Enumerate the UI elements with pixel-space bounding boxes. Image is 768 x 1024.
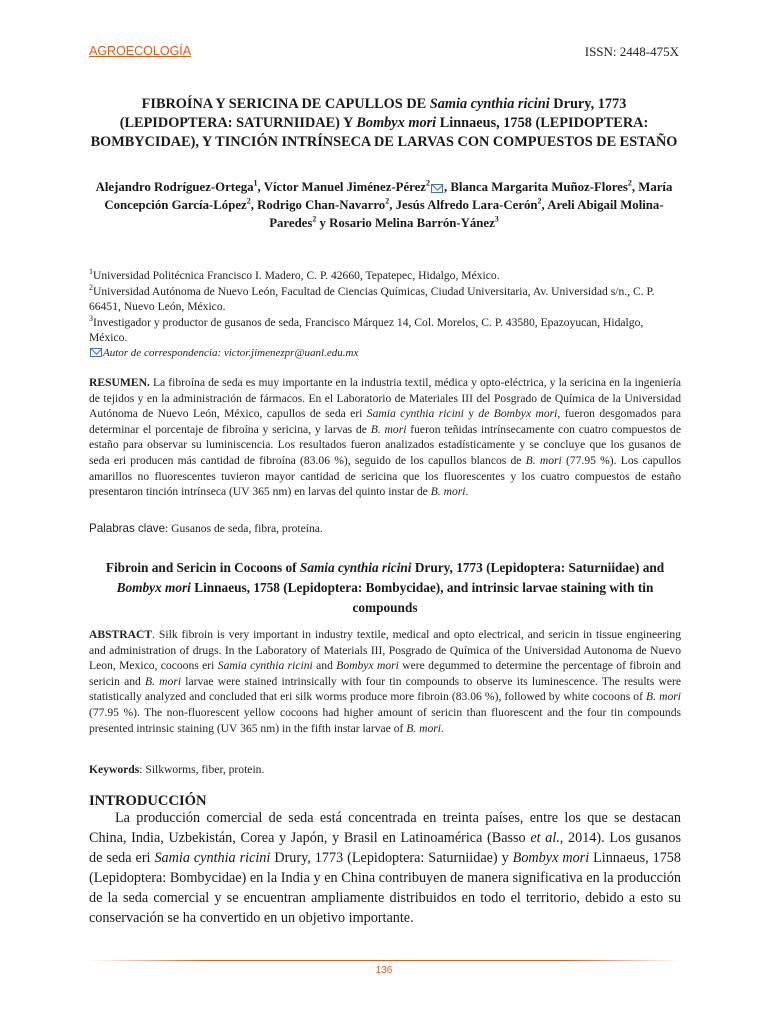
author-list: Alejandro Rodríguez-Ortega$^1$, Víctor Manuel Jiménez-Pérez$^2$ , Blanca Margarita Muñoz-Flores$^2$, María Concepción García-López$^2$, Rodrigo Chan-Navarro$^2$, Jesús Alfredo Lara-Cerón$^2$, Areli Abigail Molina-Paredes$^2$ y Rosario Melina Barrón-Yánez$^3$ bbox=[95, 178, 673, 230]
mail-icon bbox=[90, 348, 102, 357]
paper-title: FIBROÍNA Y SERICINA DE CAPULLOS DE Samia cynthia ricini Drury, 1773 (LEPIDOPTERA: SATURNIIDAE) Y Bombyx mori Linnaeus, 1758 (LEPIDOPTERA: BOMBYCIDAE), Y TINCIÓN INTRÍNSECA DE LARVAS CON COMPUESTOS DE ESTAÑO bbox=[90, 96, 678, 150]
affiliations bbox=[89, 268, 681, 361]
page-number: 136 bbox=[375, 965, 393, 976]
resumen: RESUMEN. La fibroína de seda es muy importante en la industria textil, médica y opto-eléctrica, y la sericina en la ingeniería de tejidos y en la administración de fármacos. En el Laboratorio de Materiales III del Posgrado de Química de la Universidad Autónoma de Nuevo León, México, capullos de seda eri Samia cynthia ricini y de Bombyx mori, fueron desgomados para determinar el porcentaje de fibroína y sericina, y larvas de B. mori fueron teñidas intrínsecamente con cuatro compuestos de estaño para observar su luminiscencia. Los resultados fueron analizados estadísticamente y se concluye que los gusanos de seda eri producen más cantidad de fibroína (83.06 %), seguido de los capullos blancos de B. mori (77.95 %). Los capullos amarillos no fluorescentes tuvieron mayor cantidad de sericina que los fluorescentes y los cuatro compuestos de estaño presentaron tinción intrínseca (UV 365 nm) en larvas del quinto instar de B. mori. bbox=[89, 376, 682, 499]
english-title: Fibroin and Sericin in Cocoons of Samia cynthia ricini Drury, 1773 (Lepidoptera: Saturniidae) and Bombyx mori Linnaeus, 1758 (Lepidoptera: Bombycidae), and intrinsic larvae staining with tin compounds bbox=[105, 560, 665, 615]
abstract: ABSTRACT. Silk fibroin is very important in industry textile, medical and opto electrical, and sericin in tissue engineering and administration of drugs. In the Laboratory of Materials III, Posgrado de Química of the Universidad Autonoma de Nuevo Leon, Mexico, cocoons eri Samia cynthia ricini and Bombyx mori were degummed to determine the percentage of fibroin and sericin and B. mori larvae were stained intrinsically with four tin compounds to observe its luminescence. The results were statistically analyzed and concluded that eri silk worms produce more fibroin (83.06 %), followed by white cocoons of B. mori (77.95 %). The non-fluorescent yellow cocoons had higher amount of sericin than fluorescent and the four tin compounds presented intrinsic staining (UV 365 nm) in the fifth instar larvae of B. mori. bbox=[89, 628, 681, 735]
keywords: Keywords: Silkworms, fiber, protein. bbox=[89, 763, 265, 776]
footer-divider bbox=[89, 960, 681, 961]
mail-icon[interactable] bbox=[431, 184, 443, 193]
journal-name: AGROECOLOGÍA bbox=[89, 44, 192, 58]
palabras-clave: Palabras clave: Gusanos de seda, fibra, proteína. bbox=[89, 522, 323, 535]
intro-paragraph: La producción comercial de seda está concentrada en treinta países, entre los que se destacan China, India, Uzbekistán, Corea y Japón, y Brasil en Latinoamérica (Basso et al., 2014). Los gusanos de seda eri Samia cynthia ricini Drury, 1773 (Lepidoptera: Saturniidae) y Bombyx mori Linnaeus, 1758 (Lepidoptera: Bombycidae) en la India y en China contribuyen de manera significativa en la producción de la seda comercial y se encuentran ampliamente distribuidos en todo el territorio, debido a esto su conservación se ha convertido en un objetivo importante. bbox=[89, 810, 681, 926]
issn-label: ISSN: 2448-475X bbox=[584, 44, 679, 59]
affiliation-2: $^2$Universidad Autónoma de Nuevo León, Facultad de Ciencias Químicas, Ciudad Universitaria, Av. Universidad s/n., C. P. 66451, Nuevo León, México. bbox=[89, 282, 655, 313]
affiliation-3: $^3$Investigador y productor de gusanos de seda, Francisco Márquez 14, Col. Morelos, C. P. 43580, Epazoyucan, Hidalgo, México. bbox=[89, 313, 644, 344]
corresponding-author[interactable]: Autor de correspondencia: victor.jimenezpr@uanl.edu.mx bbox=[89, 346, 681, 362]
affiliation-1: $^1$Universidad Politécnica Francisco I. Madero, C. P. 42660, Tepatepec, Hidalgo, México. bbox=[89, 267, 500, 282]
section-heading: INTRODUCCIÓN bbox=[89, 793, 207, 809]
